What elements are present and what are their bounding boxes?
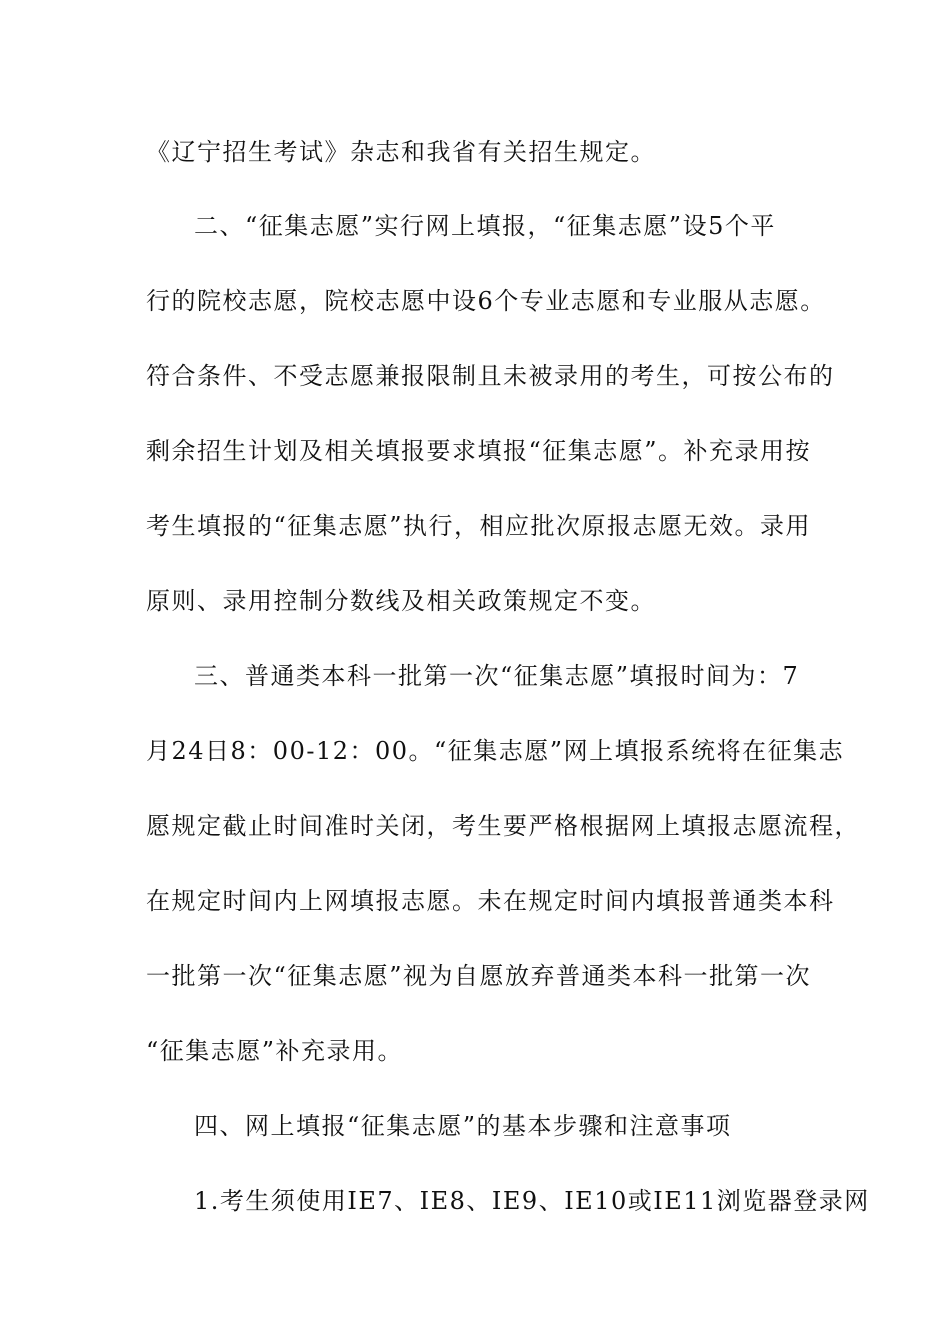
text-line-12: 一批第一次“征集志愿”视为自愿放弃普通类本科一批第一次: [146, 962, 812, 990]
text-line-4: 符合条件、不受志愿兼报限制且未被录用的考生，可按公布的: [146, 362, 835, 390]
text-line-6: 考生填报的“征集志愿”执行，相应批次原报志愿无效。录用: [146, 512, 812, 540]
text-line-9: 月24日8：00-12：00。“征集志愿”网上填报系统将在征集志: [146, 737, 845, 765]
text-line-14: 四、网上填报“征集志愿”的基本步骤和注意事项: [194, 1112, 732, 1140]
text-line-11: 在规定时间内上网填报志愿。未在规定时间内填报普通类本科: [146, 887, 835, 915]
text-line-10: 愿规定截止时间准时关闭，考生要严格根据网上填报志愿流程，: [146, 812, 860, 840]
text-line-2: 二、“征集志愿”实行网上填报，“征集志愿”设5个平: [194, 212, 776, 240]
text-line-5: 剩余招生计划及相关填报要求填报“征集志愿”。补充录用按: [146, 437, 812, 465]
text-line-7: 原则、录用控制分数线及相关政策规定不变。: [146, 587, 656, 615]
text-line-3: 行的院校志愿，院校志愿中设6个专业志愿和专业服从志愿。: [146, 287, 826, 315]
text-line-13: “征集志愿”补充录用。: [146, 1037, 404, 1065]
text-line-1: 《辽宁招生考试》杂志和我省有关招生规定。: [146, 138, 656, 166]
text-line-8: 三、普通类本科一批第一次“征集志愿”填报时间为：7: [194, 662, 800, 690]
text-line-15: 1.考生须使用IE7、IE8、IE9、IE10或IE11浏览器登录网: [194, 1187, 870, 1215]
